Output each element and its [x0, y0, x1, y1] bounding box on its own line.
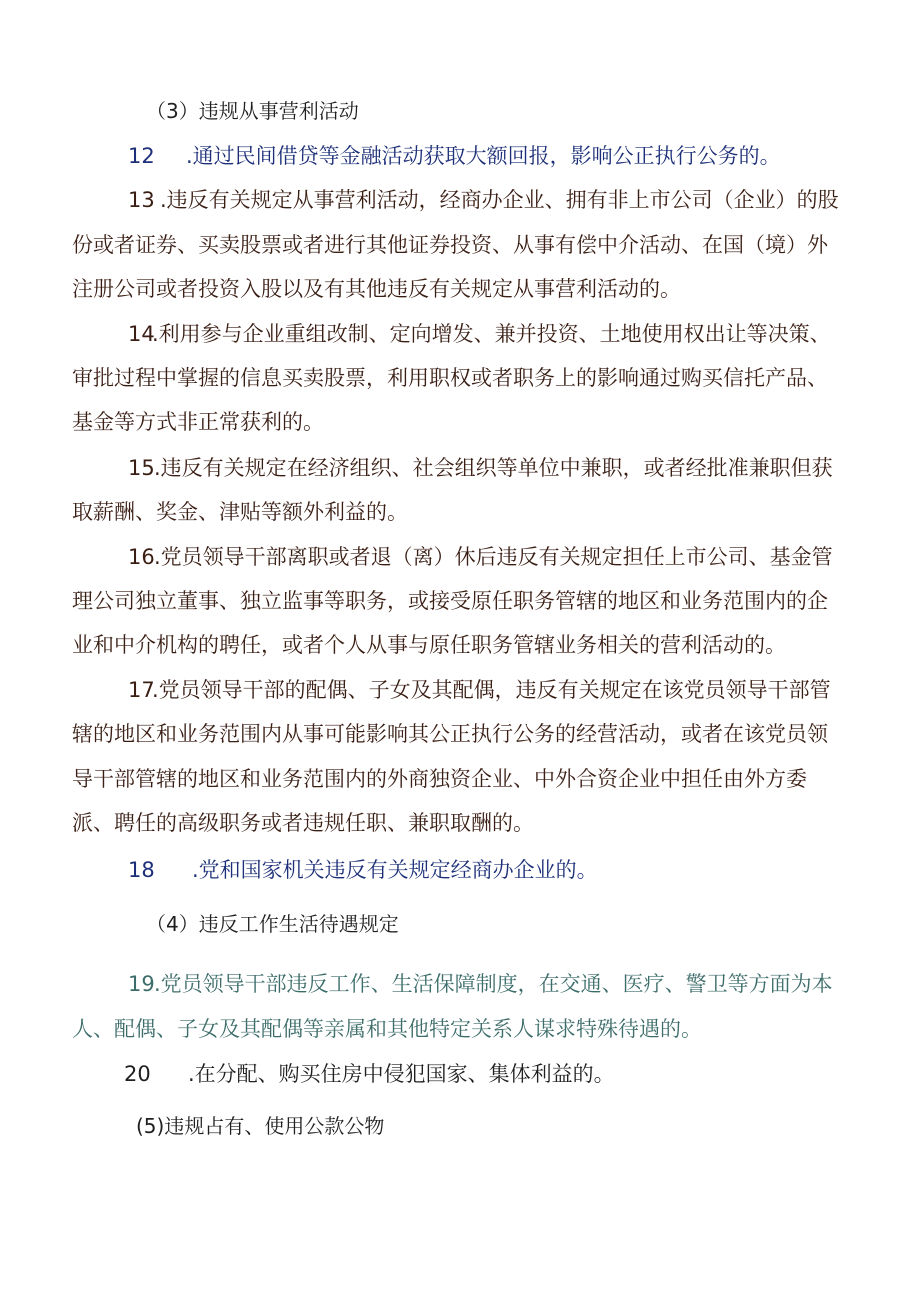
item-14-text-1: .利用参与企业重组改制、定向增发、兼并投资、土地使用权出让等决策、	[152, 322, 831, 346]
item-17-number: 17	[128, 678, 155, 702]
item-13-line-1	[128, 186, 839, 214]
item-20-text: .在分配、购买住房中侵犯国家、集体利益的。	[188, 1062, 615, 1086]
item-16-number: 16	[128, 545, 155, 569]
item-17-line-1	[128, 676, 831, 704]
item-15-line-1	[128, 454, 833, 482]
item-18-number: 18	[128, 858, 155, 882]
item-16-line-3: 业和中介机构的聘任，或者个人从事与原任职务管辖业务相关的营利活动的。	[72, 633, 786, 657]
section-heading-4: （4）违反工作生活待遇规定	[146, 912, 399, 936]
section-heading-5: (5)违规占有、使用公款公物	[136, 1114, 385, 1138]
item-13-text-1: .违反有关规定从事营利活动，经商办企业、拥有非上市公司（企业）的股	[160, 188, 839, 212]
item-12-text: .通过民间借贷等金融活动获取大额回报，影响公正执行公务的。	[186, 144, 781, 168]
item-13-line-2: 份或者证券、买卖股票或者进行其他证券投资、从事有偿中介活动、在国（境）外	[72, 233, 828, 257]
item-17-line-4: 派、聘任的高级职务或者违规任职、兼职取酬的。	[72, 811, 534, 835]
item-12-line-1	[128, 142, 781, 170]
item-17-line-3: 导干部管辖的地区和业务范围内的外商独资企业、中外合资企业中担任由外方委	[72, 767, 807, 791]
item-19-number: 19	[128, 972, 155, 996]
item-13-line-3: 注册公司或者投资入股以及有其他违反有关规定从事营利活动的。	[72, 277, 681, 301]
item-15-line-2: 取薪酬、奖金、津贴等额外利益的。	[72, 500, 408, 524]
item-14-line-1	[128, 320, 831, 348]
item-19-line-1	[128, 970, 833, 998]
item-15-text-1: .违反有关规定在经济组织、社会组织等单位中兼职，或者经批准兼职但获	[154, 456, 833, 480]
item-19-line-2: 人、配偶、子女及其配偶等亲属和其他特定关系人谋求特殊待遇的。	[72, 1017, 702, 1041]
item-16-line-2: 理公司独立董事、独立监事等职务，或接受原任职务管辖的地区和业务范围内的企	[72, 589, 828, 613]
item-17-text-1: .党员领导干部的配偶、子女及其配偶，违反有关规定在该党员领导干部管	[152, 678, 831, 702]
item-18-text: .党和国家机关违反有关规定经商办企业的。	[192, 858, 598, 882]
item-16-line-1	[128, 543, 833, 571]
item-13-number: 13	[128, 188, 155, 212]
section-heading-3: （3）违规从事营利活动	[146, 99, 359, 123]
item-15-number: 15	[128, 456, 155, 480]
item-20-line-1	[124, 1060, 615, 1088]
item-20-number: 20	[124, 1062, 151, 1086]
item-18-line-1	[128, 856, 598, 884]
item-12-number: 12	[128, 144, 155, 168]
item-16-text-1: .党员领导干部离职或者退（离）休后违反有关规定担任上市公司、基金管	[154, 545, 833, 569]
item-14-number: 14	[128, 322, 155, 346]
item-19-text-1: .党员领导干部违反工作、生活保障制度，在交通、医疗、警卫等方面为本	[154, 972, 833, 996]
item-14-line-2: 审批过程中掌握的信息买卖股票，利用职权或者职务上的影响通过购买信托产品、	[72, 366, 828, 390]
item-17-line-2: 辖的地区和业务范围内从事可能影响其公正执行公务的经营活动，或者在该党员领	[72, 722, 828, 746]
item-14-line-3: 基金等方式非正常获利的。	[72, 410, 324, 434]
